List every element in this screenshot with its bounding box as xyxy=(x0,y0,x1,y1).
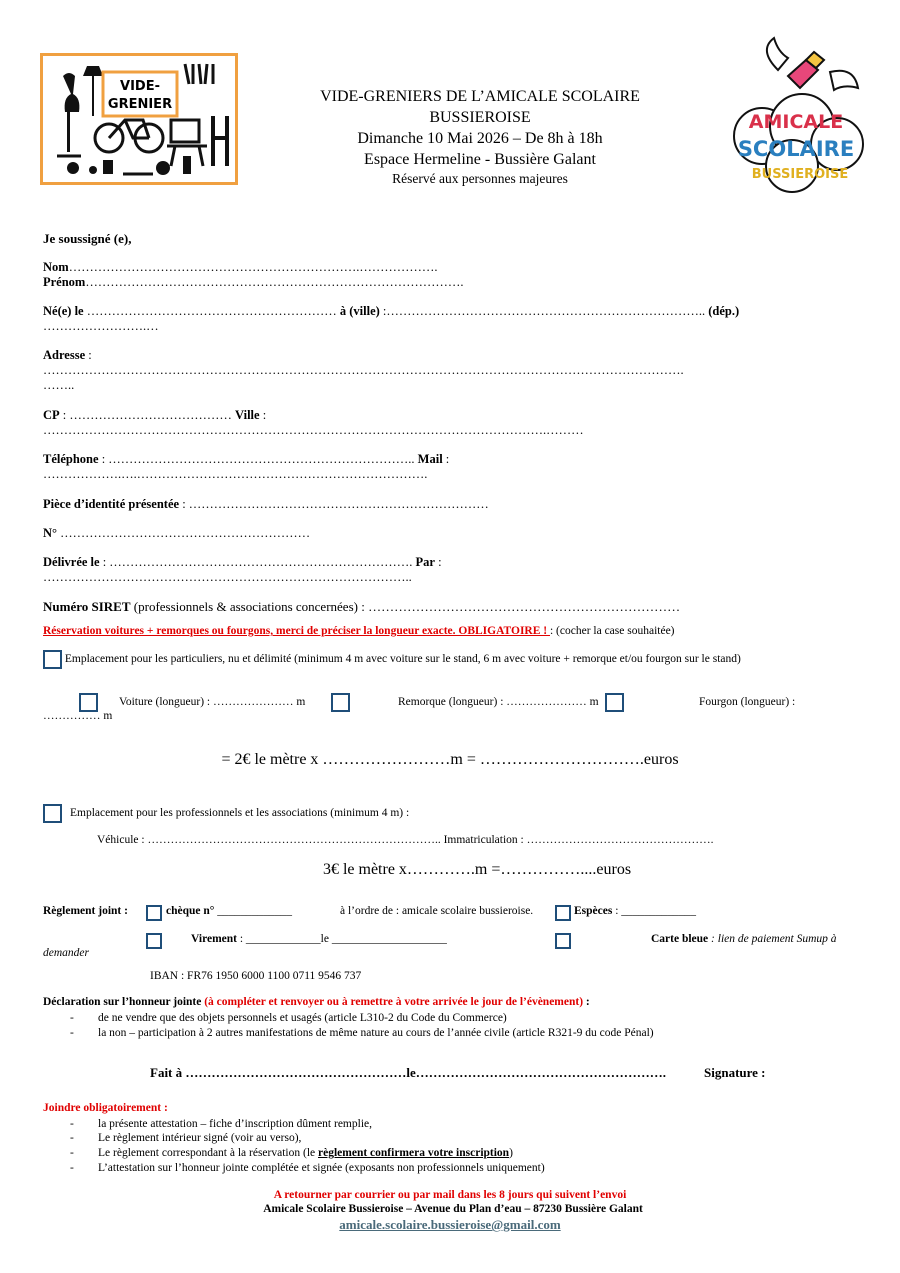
fourgon-dots[interactable]: …………… m xyxy=(43,710,113,722)
birth-city-label: à (ville) xyxy=(339,304,380,318)
particuliers-checkbox[interactable] xyxy=(43,650,62,669)
header-title xyxy=(270,86,690,187)
amicale-logo-art xyxy=(722,36,872,196)
especes-blank: : _____________ xyxy=(612,905,697,917)
reservation-notice-black: : (cocher la case souhaitée) xyxy=(549,625,675,637)
par-dots[interactable]: …………………………………………………………………………….. xyxy=(43,570,412,584)
logo2-word-2: SCOLAIRE xyxy=(737,137,855,161)
carte-note-2: demander xyxy=(43,947,89,959)
vide-grenier-logo xyxy=(40,53,238,185)
nom-dots: …………………………………………………………….………………. xyxy=(68,260,438,274)
cp-label: CP xyxy=(43,408,60,422)
adresse-dots[interactable]: ………………………………………………………………………………………………………………………………………. xyxy=(43,363,684,377)
especes-field[interactable] xyxy=(574,905,696,917)
ville-label: Ville xyxy=(235,408,260,422)
nom-label: Nom xyxy=(43,260,69,274)
cp-dots: : ………………………………… xyxy=(59,408,236,422)
delivree-label: Délivrée le xyxy=(43,555,100,569)
telephone-field[interactable] xyxy=(43,452,449,467)
adresse-field[interactable] xyxy=(43,348,92,363)
reservation-notice-red: Réservation voitures + remorques ou fourgons, merci de préciser la longueur exacte. OBLIGATOIRE ! xyxy=(43,625,550,637)
intro-text: Je soussigné (e), xyxy=(43,231,132,246)
logo2-word-1: AMICALE xyxy=(748,111,844,133)
particuliers-option[interactable] xyxy=(43,650,741,669)
mail-sep: : xyxy=(442,452,450,466)
delivree-field[interactable] xyxy=(43,555,442,570)
prenom-label: Prénom xyxy=(43,275,86,289)
declaration-item: - de ne vendre que des objets personnels et usagés (article L310-2 du Code du Commerce) xyxy=(70,1012,507,1024)
declaration-heading xyxy=(43,996,590,1008)
footer-address: Amicale Scolaire Bussieroise – Avenue du Plan d’eau – 87230 Bussière Galant xyxy=(263,1203,643,1215)
joindre-label: Joindre obligatoirement : xyxy=(43,1102,168,1114)
amicale-scolaire-logo xyxy=(722,36,872,196)
delivree-dots: : ………………………………………………………………. xyxy=(99,555,416,569)
birth-city-dots: :………………………………………………………………….. xyxy=(379,304,709,318)
voiture-label: Voiture (longueur) : ………………… m xyxy=(119,696,306,708)
ville-dots[interactable]: ………………………………………………………………………………………………………….……… xyxy=(43,423,584,437)
birth-dots: …………………………………………………… xyxy=(83,304,337,318)
telephone-label: Téléphone xyxy=(43,452,99,466)
carte-note: : lien de paiement Sumup à xyxy=(708,933,837,945)
birth-label: Né(e) le xyxy=(43,304,84,318)
attachment-item-text-c: ) xyxy=(509,1147,513,1159)
flea-market-illustration xyxy=(43,56,235,182)
return-note: A retourner par courrier ou par mail dans les 8 jours qui suivent l’envoi xyxy=(273,1189,627,1201)
iban: IBAN : FR76 1950 6000 1100 0711 9546 737 xyxy=(150,970,362,982)
birth-dep-label: (dép.) xyxy=(708,304,740,318)
attachment-item-text-b: règlement confirmera votre inscription xyxy=(318,1147,510,1159)
attachment-item: - la présente attestation – fiche d’inscription dûment remplie, xyxy=(70,1118,372,1130)
birth-dep-dots[interactable]: …………………….… xyxy=(43,319,159,333)
reglement-label: Règlement joint : xyxy=(43,905,128,917)
logo2-word-3: BUSSIEROISE xyxy=(751,167,849,182)
declaration-item: - la non – participation à 2 autres manifestations de même nature au cours de l’année civile (article R321-9 du code Pénal) xyxy=(70,1027,654,1039)
signature-label: Signature : xyxy=(704,1065,766,1080)
par-label: Par xyxy=(415,555,435,569)
adresse-dots-2[interactable]: …….. xyxy=(43,378,75,392)
cheque-blank: _____________ xyxy=(214,905,292,917)
remorque-label: Remorque (longueur) : ………………… m xyxy=(398,696,599,708)
piece-identite-dots: : ……………………………………………………………… xyxy=(179,497,489,511)
event-venue: Espace Hermeline - Bussière Galant xyxy=(364,151,596,168)
mail-label: Mail xyxy=(417,452,443,466)
event-restriction: Réservé aux personnes majeures xyxy=(392,171,568,186)
piece-identite-label: Pièce d’identité présentée xyxy=(43,497,180,511)
declaration-note: (à compléter et renvoyer ou à remettre à votre arrivée le jour de l’évènement) xyxy=(201,996,584,1008)
calc-pros: 3€ le mètre x………….m =……………....euros xyxy=(322,861,632,878)
adresse-label: Adresse xyxy=(43,348,86,362)
logo-text-2: GRENIER xyxy=(107,97,173,112)
logo-text-1: VIDE- xyxy=(120,79,160,94)
numero-label: N° xyxy=(43,526,58,540)
ville-sep: : xyxy=(259,408,267,422)
declaration-item-text: de ne vendre que des objets personnels et usagés (article L310-2 du Code du Commerce) xyxy=(98,1012,507,1024)
cheque-field[interactable] xyxy=(166,905,292,917)
pros-label: Emplacement pour les professionnels et les associations (minimum 4 m) : xyxy=(70,807,410,820)
siret-label: Numéro SIRET xyxy=(43,599,131,614)
fait-a-line[interactable]: Fait à ……………………………………………le…………………………………………………. xyxy=(150,1065,667,1080)
especes-checkbox[interactable] xyxy=(555,904,571,922)
declaration-label: Déclaration sur l’honneur jointe xyxy=(43,996,202,1008)
carte-field[interactable] xyxy=(651,933,837,945)
attachment-item: - L’attestation sur l’honneur jointe complétée et signée (exposants non professionnels uniquement) xyxy=(70,1162,545,1174)
declaration-item-text: la non – participation à 2 autres manifestations de même nature au cours de l’année civile (article R321-9 du code Pénal) xyxy=(98,1027,654,1039)
birth-field[interactable] xyxy=(43,304,739,319)
especes-label: Espèces xyxy=(574,905,613,917)
fourgon-checkbox[interactable] xyxy=(605,693,624,712)
siret-field[interactable] xyxy=(43,599,680,614)
attachment-item: - Le règlement correspondant à la réservation (le règlement confirmera votre inscription) xyxy=(70,1147,513,1159)
virement-label: Virement xyxy=(191,933,237,945)
mail-dots[interactable]: ……………….….……………………………………………………………. xyxy=(43,467,428,481)
title-line-1: VIDE-GRENIERS DE L’AMICALE SCOLAIRE xyxy=(320,88,640,105)
pros-option[interactable] xyxy=(43,804,409,823)
virement-blank: : _____________le ____________________ xyxy=(236,933,447,945)
particuliers-label: Emplacement pour les particuliers, nu et délimité (minimum 4 m avec voiture sur le stand, 6 m avec voiture + remorque et/ou fourgon sur le stand) xyxy=(64,653,741,666)
prenom-field[interactable] xyxy=(43,275,463,290)
pros-checkbox[interactable] xyxy=(43,804,62,823)
virement-field[interactable] xyxy=(191,933,447,945)
piece-identite-field[interactable] xyxy=(43,497,489,512)
siret-rest: (professionnels & associations concernées) : ……………………………………………………………… xyxy=(130,599,681,614)
cp-field[interactable] xyxy=(43,408,266,423)
attachment-item-text-a: Le règlement correspondant à la réservation (le xyxy=(98,1147,318,1159)
numero-dots: …………………………………………………… xyxy=(57,526,311,540)
numero-field[interactable] xyxy=(43,526,310,541)
fourgon-label: Fourgon (longueur) : xyxy=(699,696,796,708)
par-sep: : xyxy=(434,555,442,569)
remorque-checkbox[interactable] xyxy=(331,693,350,712)
virement-checkbox[interactable] xyxy=(146,932,162,950)
nom-field[interactable] xyxy=(43,260,437,275)
telephone-dots: : ……………………………………………………………….. xyxy=(98,452,418,466)
calc-particuliers: = 2€ le mètre x ……………………m = ………………………….euros xyxy=(221,751,679,768)
carte-checkbox[interactable] xyxy=(555,932,571,950)
attachment-item: - Le règlement intérieur signé (voir au verso), xyxy=(70,1132,302,1144)
vehicule-line[interactable]: Véhicule : ………………………………………………………………….. Immatriculation : …………………………………………. xyxy=(97,834,714,846)
adresse-sep: : xyxy=(85,348,92,362)
event-date: Dimanche 10 Mai 2026 – De 8h à 18h xyxy=(357,130,603,147)
title-line-2: BUSSIEROISE xyxy=(429,109,531,126)
attachment-item-text: L’attestation sur l’honneur jointe complétée et signée (exposants non professionnels uniquement) xyxy=(98,1162,545,1174)
prenom-dots: ………………………………………………………………………………. xyxy=(85,275,464,289)
attachment-item-text: la présente attestation – fiche d’inscription dûment remplie, xyxy=(98,1118,372,1130)
reservation-notice xyxy=(43,624,675,639)
cheque-ordre: à l’ordre de : amicale scolaire bussieroise. xyxy=(340,905,534,917)
cheque-label: chèque n° xyxy=(166,905,215,917)
cheque-checkbox[interactable] xyxy=(146,904,162,922)
declaration-colon: : xyxy=(583,996,590,1008)
footer-email-link[interactable]: amicale.scolaire.bussieroise@gmail.com xyxy=(339,1217,561,1232)
carte-label: Carte bleue xyxy=(651,933,709,945)
attachment-item-text: Le règlement intérieur signé (voir au verso), xyxy=(98,1132,302,1144)
